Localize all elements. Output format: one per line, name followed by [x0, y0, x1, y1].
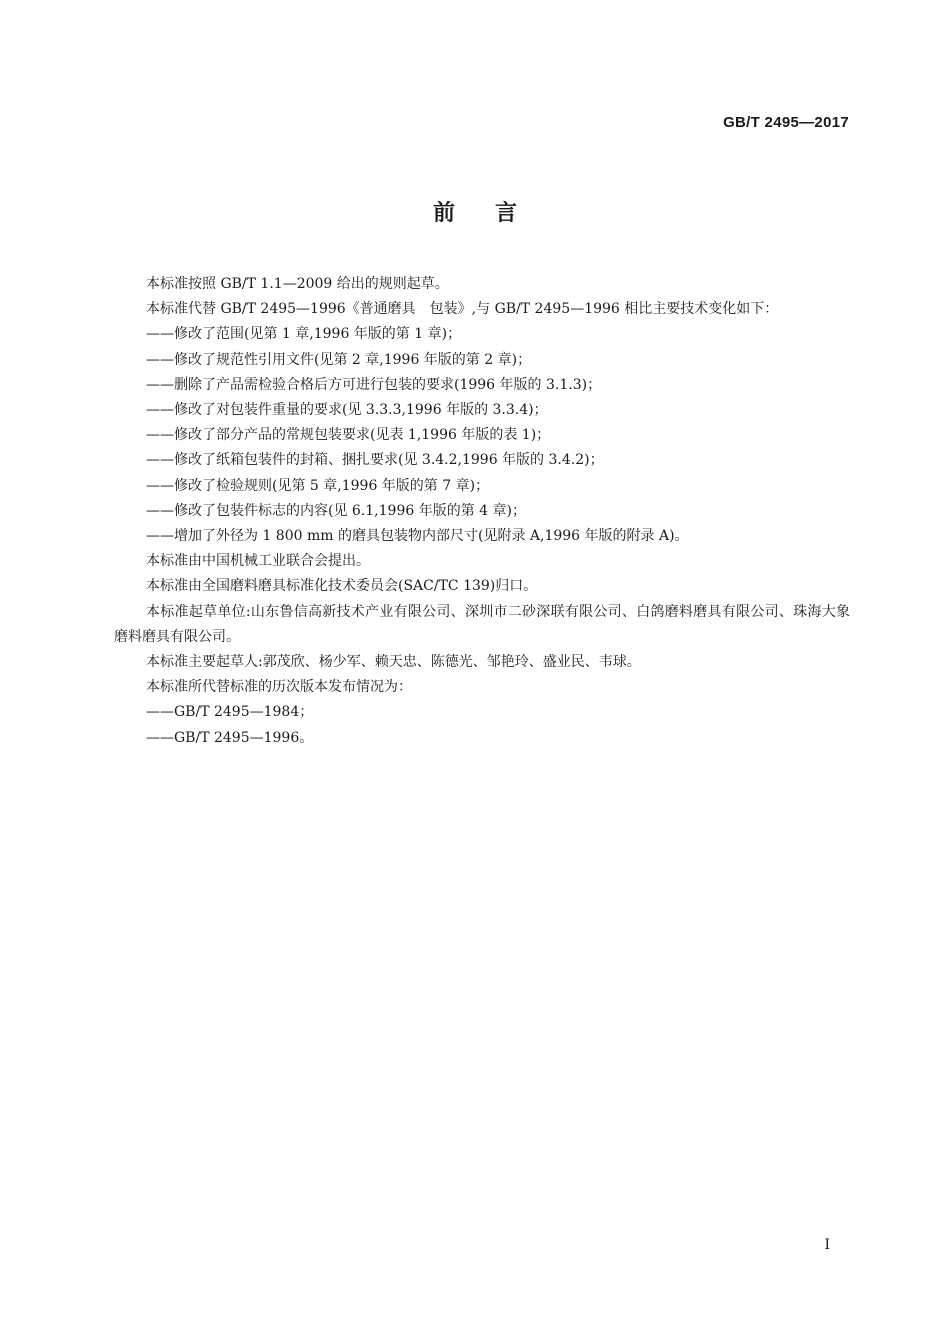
- change-item-inspection-requirement: ——删除了产品需检验合格后方可进行包装的要求(1996 年版的 3.1.3)；: [146, 376, 602, 393]
- change-item-scope: ——修改了范围(见第 1 章,1996 年版的第 1 章)；: [146, 326, 462, 343]
- change-item-package-marking: ——修改了包装件标志的内容(见 6.1,1996 年版的第 4 章)；: [146, 502, 526, 519]
- paragraph-drafting-rules: 本标准按照 GB/T 1.1—2009 给出的规则起草。: [146, 276, 449, 292]
- change-item-carton-sealing: ——修改了纸箱包装件的封箱、捆扎要求(见 3.4.2,1996 年版的 3.4.2)；: [146, 452, 604, 469]
- change-item-normative-references: ——修改了规范性引用文件(见第 2 章,1996 年版的第 2 章)；: [146, 351, 532, 368]
- page-title: 前言: [432, 201, 557, 226]
- change-item-inspection-rules: ——修改了检验规则(见第 5 章,1996 年版的第 7 章)；: [146, 477, 490, 494]
- previous-edition-1984: ——GB/T 2495—1984；: [146, 704, 314, 721]
- paragraph-main-drafters: 本标准主要起草人:郭茂欣、杨少军、赖天忠、陈德光、邹艳玲、盛业民、韦球。: [146, 654, 641, 671]
- paragraph-previous-editions: 本标准所代替标准的历次版本发布情况为：: [146, 679, 412, 696]
- change-item-inner-dimensions: ——增加了外径为 1 800 mm 的磨具包装物内部尺寸(见附录 A,1996 年版的附录 A)。: [146, 528, 689, 545]
- change-item-package-weight: ——修改了对包装件重量的要求(见 3.3.3,1996 年版的 3.3.4)；: [146, 402, 548, 419]
- paragraph-proposed-by: 本标准由中国机械工业联合会提出。: [146, 553, 370, 570]
- change-item-regular-packaging: ——修改了部分产品的常规包装要求(见表 1,1996 年版的表 1)；: [146, 427, 551, 444]
- standard-code: GB/T 2495—2017: [723, 114, 849, 131]
- paragraph-under-jurisdiction: 本标准由全国磨料磨具标准化技术委员会(SAC/TC 139)归口。: [146, 578, 538, 595]
- paragraph-replaces: 本标准代替 GB/T 2495—1996《普通磨具 包装》,与 GB/T 2495—1996 相比主要技术变化如下：: [146, 301, 779, 318]
- document-body: [114, 272, 850, 751]
- previous-edition-1996: ——GB/T 2495—1996。: [146, 729, 314, 746]
- paragraph-drafting-organizations: 本标准起草单位:山东鲁信高新技术产业有限公司、深圳市二砂深联有限公司、白鸽磨料磨具有限公司、珠海大象磨料磨具有限公司。: [114, 603, 850, 645]
- page-number: I: [824, 1237, 830, 1253]
